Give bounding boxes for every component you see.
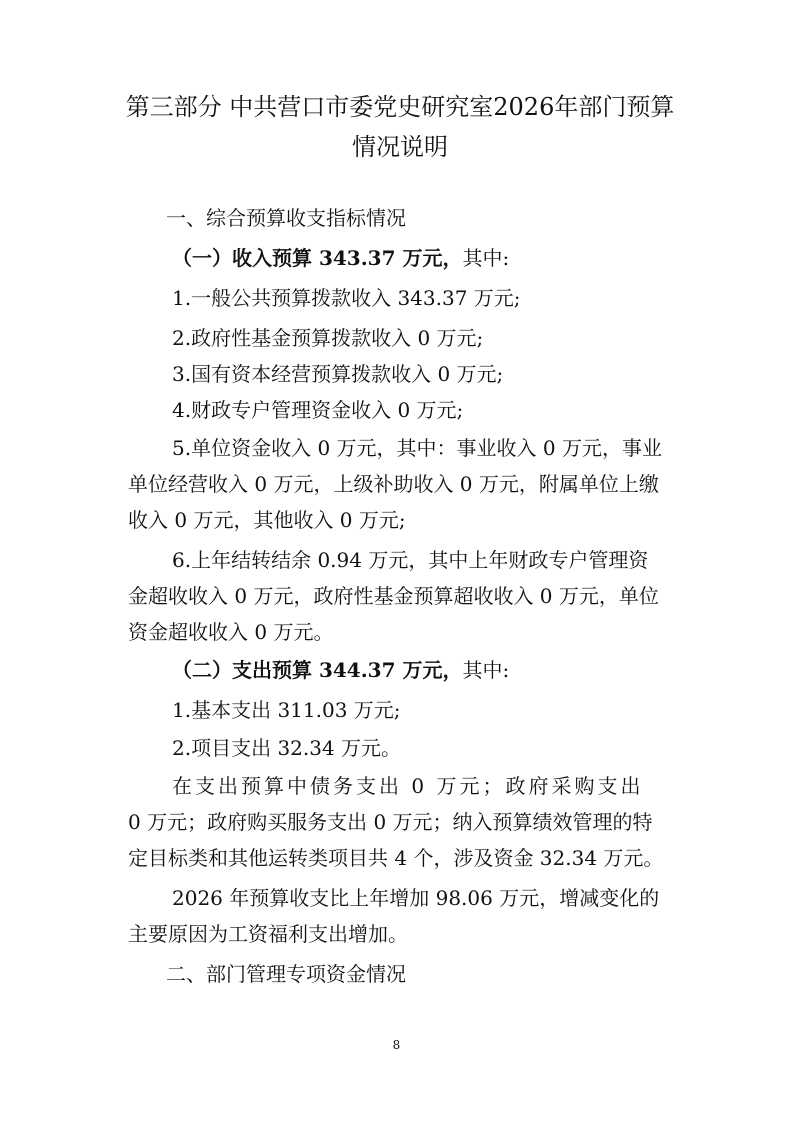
income-heading-tail: 其中: [462,246,510,270]
income-item-1: 1.一般公共预算拨款收入 343.37 万元; [172,286,521,310]
expense-heading-bold: （二）支出预算 344.37 万元， [172,658,463,682]
income-item-2: 2.政府性基金预算拨款收入 0 万元; [172,326,484,350]
summary-line1: 2026 年预算收支比上年增加 98.06 万元，增减变化的 [172,886,660,910]
income-item-3: 3.国有资本经营预算拨款收入 0 万元; [172,362,504,386]
section-heading-1: 一、综合预算收支指标情况 [166,206,406,230]
income-item-5-line3: 收入 0 万元，其他收入 0 万元; [128,508,406,532]
summary-line2: 主要原因为工资福利支出增加。 [128,922,408,946]
income-heading [172,244,509,272]
expense-note-line2: 0 万元；政府购买服务支出 0 万元；纳入预算绩效管理的特 [128,810,653,834]
expense-item-2: 2.项目支出 32.34 万元。 [172,736,402,760]
document-title-line1: 第三部分 中共营口市委党史研究室2026年部门预算 [125,93,675,121]
expense-heading-tail: 其中: [462,658,510,682]
income-item-4: 4.财政专户管理资金收入 0 万元; [172,398,464,422]
expense-heading [172,656,509,684]
section-heading-2: 二、部门管理专项资金情况 [166,962,406,986]
income-item-6-line2: 金超收收入 0 万元，政府性基金预算超收收入 0 万元，单位 [128,584,659,608]
expense-note-line1: 在支出预算中债务支出 0 万元；政府采购支出 [172,774,644,798]
income-item-6-line3: 资金超收收入 0 万元。 [128,620,334,644]
income-item-6-line1: 6.上年结转结余 0.94 万元，其中上年财政专户管理资 [172,548,649,572]
document-title-line2: 情况说明 [352,133,448,161]
expense-note-line3: 定目标类和其他运转类项目共 4 个，涉及资金 32.34 万元。 [128,846,664,870]
page-number: 8 [392,1038,401,1052]
income-heading-bold: （一）收入预算 343.37 万元， [172,246,463,270]
income-item-5-line1: 5.单位资金收入 0 万元，其中：事业收入 0 万元，事业 [172,436,662,460]
income-item-5-line2: 单位经营收入 0 万元，上级补助收入 0 万元，附属单位上缴 [128,472,659,496]
expense-item-1: 1.基本支出 311.03 万元; [172,698,401,722]
